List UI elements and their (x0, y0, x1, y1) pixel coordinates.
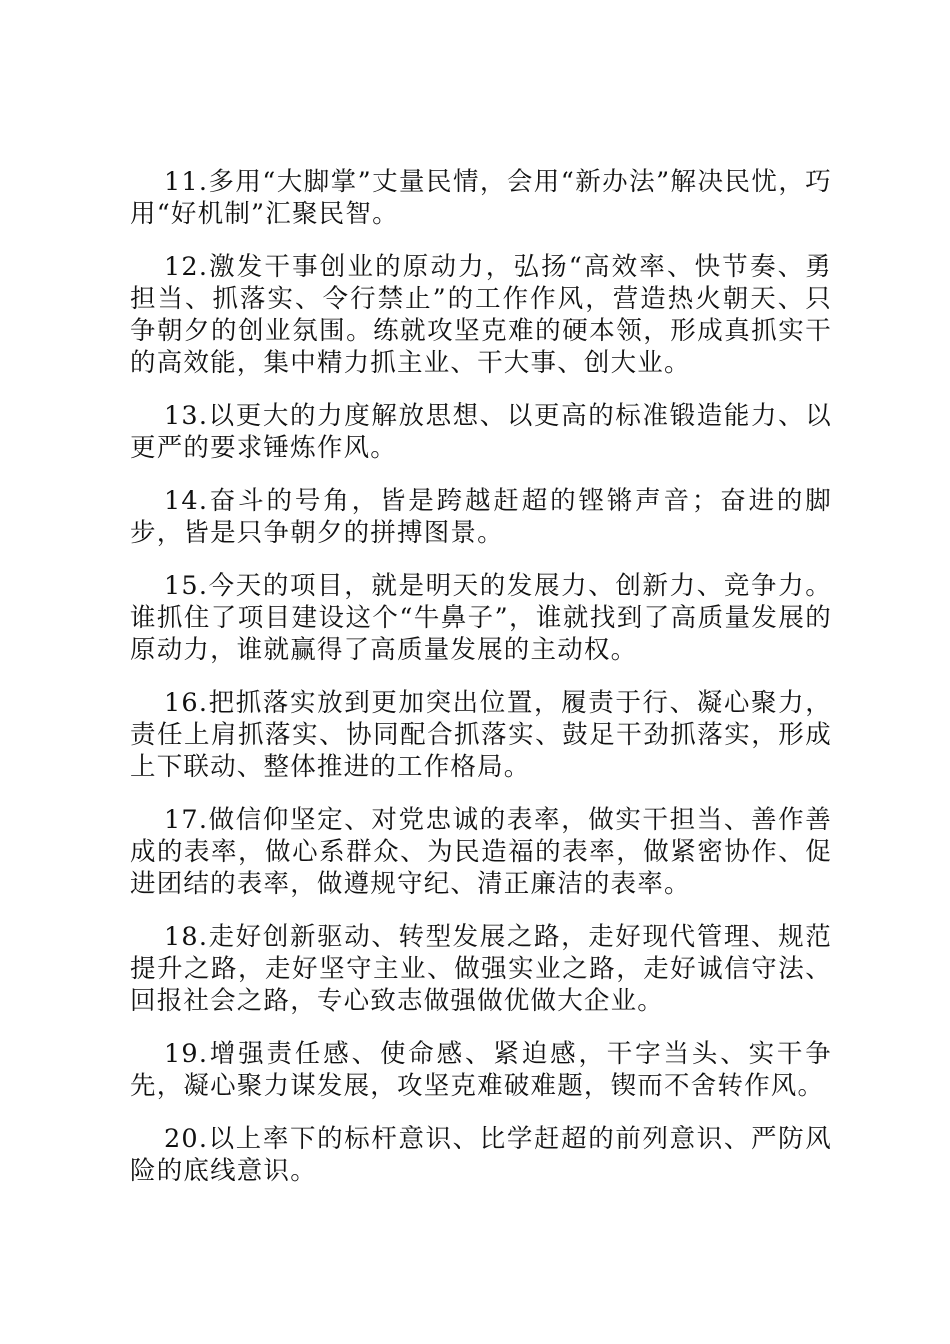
paragraph-15: 15.今天的项目，就是明天的发展力、创新力、竞争力。谁抓住了项目建设这个“牛鼻子”，谁就找到了高质量发展的原动力，谁就赢得了高质量发展的主动权。 (130, 571, 832, 665)
paragraph-12: 12.激发干事创业的原动力，弘扬“高效率、快节奏、勇担当、抓落实、令行禁止”的工作作风，营造热火朝天、只争朝夕的创业氛围。练就攻坚克难的硬本领，形成真抓实干的高效能，集中精力抓主业、干大事、创大业。 (130, 252, 832, 378)
paragraph-18: 18.走好创新驱动、转型发展之路，走好现代管理、规范提升之路，走好坚守主业、做强实业之路，走好诚信守法、回报社会之路，专心致志做强做优做大企业。 (130, 922, 832, 1016)
paragraph-13: 13.以更大的力度解放思想、以更高的标准锻造能力、以更严的要求锤炼作风。 (130, 401, 832, 463)
paragraph-16: 16.把抓落实放到更加突出位置，履责于行、凝心聚力，责任上肩抓落实、协同配合抓落实、鼓足干劲抓落实，形成上下联动、整体推进的工作格局。 (130, 688, 832, 782)
paragraph-19: 19.增强责任感、使命感、紧迫感，干字当头、实干争先，凝心聚力谋发展，攻坚克难破难题，锲而不舍转作风。 (130, 1039, 832, 1101)
paragraph-14: 14.奋斗的号角，皆是跨越赶超的铿锵声音；奋进的脚步，皆是只争朝夕的拼搏图景。 (130, 486, 832, 548)
paragraph-17: 17.做信仰坚定、对党忠诚的表率，做实干担当、善作善成的表率，做心系群众、为民造福的表率，做紧密协作、促进团结的表率，做遵规守纪、清正廉洁的表率。 (130, 805, 832, 899)
document-body (130, 166, 832, 1208)
paragraph-11: 11.多用“大脚掌”丈量民情，会用“新办法”解决民忧，巧用“好机制”汇聚民智。 (130, 167, 832, 229)
paragraph-20: 20.以上率下的标杆意识、比学赶超的前列意识、严防风险的底线意识。 (130, 1124, 832, 1186)
